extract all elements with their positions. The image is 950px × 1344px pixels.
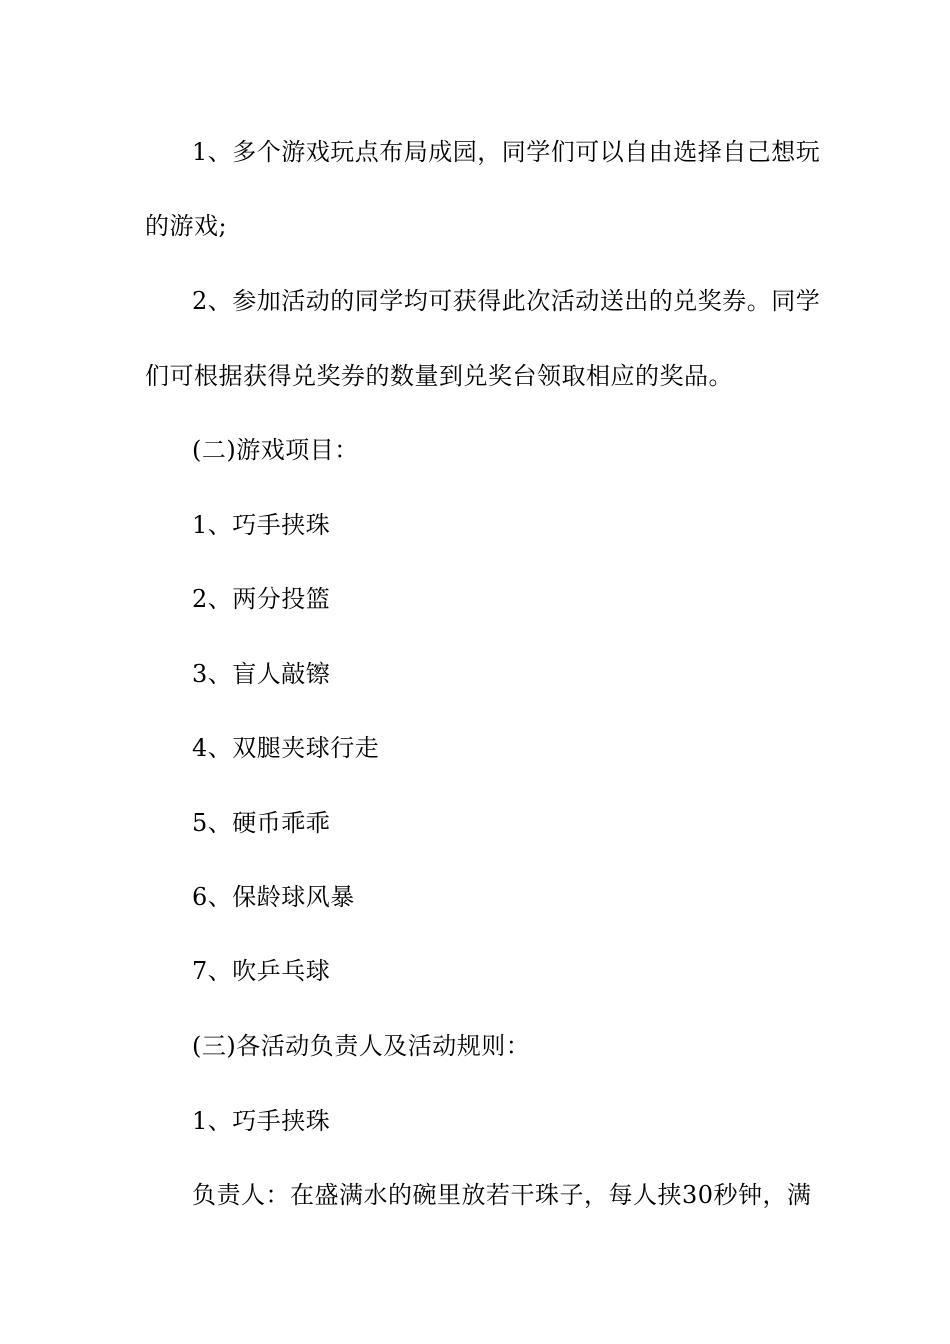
paragraph-rules-2-line-1: 2、参加活动的同学均可获得此次活动送出的兑奖券。同学 [192, 287, 821, 315]
game-item-4: 4、双腿夹球行走 [192, 734, 380, 762]
rule-item-1-title: 1、巧手挟珠 [192, 1107, 331, 1135]
game-item-5: 5、硬币乖乖 [192, 809, 331, 837]
paragraph-rules-1-line-2: 的游戏; [145, 212, 228, 240]
game-item-2: 2、两分投篮 [192, 585, 331, 613]
paragraph-rules-1-line-1: 1、多个游戏玩点布局成园，同学们可以自由选择自己想玩 [192, 138, 821, 166]
section-heading-rules: (三)各活动负责人及活动规则： [192, 1032, 531, 1060]
paragraph-rules-2-line-2: 们可根据获得兑奖券的数量到兑奖台领取相应的奖品。 [145, 362, 733, 390]
game-item-1: 1、巧手挟珠 [192, 511, 331, 539]
game-item-6: 6、保龄球风暴 [192, 883, 355, 911]
rule-item-1-description: 负责人：在盛满水的碗里放若干珠子，每人挟30秒钟，满 [192, 1181, 812, 1209]
section-heading-game-items: (二)游戏项目： [192, 436, 359, 464]
game-item-7: 7、吹乒乓球 [192, 957, 331, 985]
game-item-3: 3、盲人敲镲 [192, 660, 331, 688]
